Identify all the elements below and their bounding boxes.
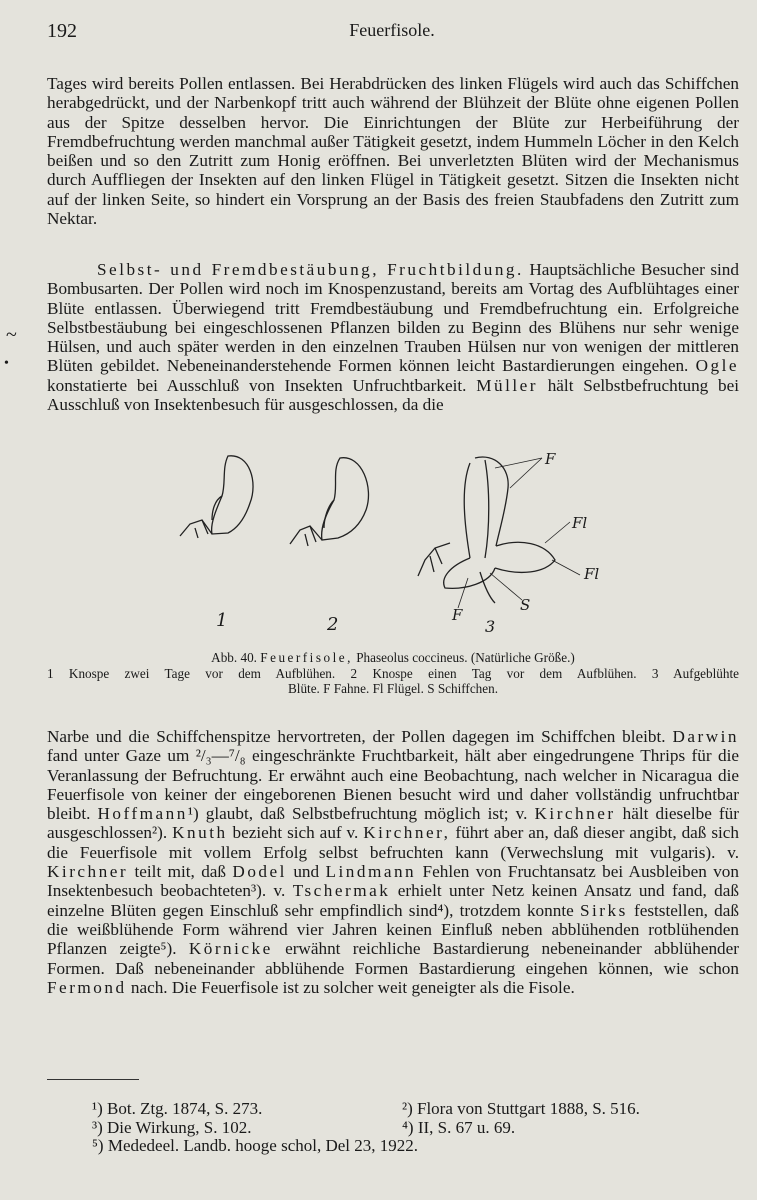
caption-line-2: 1 Knospe zwei Tage vor dem Aufblühen. 2 Knospe einen Tag vor dem Aufblühen. 3 Aufgeblühte (47, 665, 739, 681)
author-knuth: Knuth (172, 823, 228, 843)
author-kirchner: Kirchner (47, 862, 129, 882)
paragraph-1: Tages wird bereits Pollen entlassen. Bei Herabdrücken des linken Flügels wird auch das Schiffchen herabgedrückt, und der Narbenkopf tritt auch während der Blühzeit der Blüte ohne eigenen Pollen aus der Spitze desselben hervor. Die Einrichtungen der Blüte zur Herbeiführung der Fremdbefruchtung werden manchmal außer Tätigkeit gesetzt, indem Hummeln Löcher in den Kelch beißen und so den Zutritt zum Honig eröffnen. Bei unverletzten Blüten wird der Mechanismus durch Auffliegen der Insekten auf den linken Flügel in Tätigkeit gesetzt. Sitzen die Insekten nicht auf der linken Seite, so hindert ein Vorsprung an der Basis des freien Staubfadens den Zutritt zum Nektar. (47, 74, 739, 229)
footnote-row (92, 1137, 732, 1156)
caption-line-1: Abb. 40. Feuerfisole, Phaseolus coccineus. (Natürliche Größe.) (211, 650, 575, 665)
page-header (47, 20, 737, 50)
label-s: S (520, 596, 531, 614)
label-1: 1 (216, 610, 228, 631)
author-hoffmann: Hoffmann (97, 804, 188, 824)
caption-line-3: Blüte. F Fahne. Fl Flügel. S Schiffchen. (287, 681, 499, 696)
section-heading: Selbst- und Fremdbestäubung, Fruchtbildung. (97, 260, 524, 279)
label-f-top: F (545, 450, 556, 468)
author-ogle: Ogle (695, 356, 739, 376)
author-darwin: Darwin (672, 727, 739, 746)
label-fl-1: Fl (572, 514, 588, 532)
footnote-4: ⁴) II, S. 67 u. 69. (402, 1117, 516, 1137)
author-kirchner: Kirchner, (363, 823, 451, 843)
footnote-divider (47, 1079, 139, 1080)
footnote-3: ³) Die Wirkung, S. 102. (92, 1117, 252, 1137)
footnote-5: ⁵) Mededeel. Landb. hooge schol, Del 23, 1922. (92, 1136, 419, 1155)
page-number: 192 (47, 20, 77, 42)
author-koernicke: Körnicke (188, 939, 273, 959)
footnote-row (92, 1100, 732, 1119)
author-fermond: Fermond (47, 977, 127, 997)
author-lindmann: Lindmann (325, 862, 417, 882)
author-tschermak: Tschermak (292, 881, 391, 901)
footnote-row (92, 1119, 732, 1138)
author-kirchner: Kirchner (534, 804, 616, 824)
margin-dot-mark: • (4, 356, 9, 371)
paragraph-2: Selbst- und Fremdbestäubung, Fruchtbildung. Hauptsächliche Besucher sind Bombusarten. Der Pollen wird noch im Knospenzustand, bereits am Vortag des Aufblühtages einer Blüte entlassen. Überwiegend tritt Fremdbestäubung und Fremdbefruchtung ein. Erfolgreiche Selbstbestäubung bei eingeschlossenen Pflanzen bilden zu Beginn des Blühens nur sehr wenige Hülsen, und auch später werden in den einzelnen Trauben Hülsen nur von wenigen der mittleren Blüten gebildet. Nebeneinanderstehende Formen können leicht Bastardierungen eingehen. Ogle konstatierte bei Ausschluß von Insekten Unfruchtbarkeit. Müller hält Selbstbefruchtung bei Ausschluß von Insektenbesuch für ausgeschlossen, da die (47, 260, 739, 415)
label-3: 3 (485, 617, 496, 636)
label-fl-2: Fl (584, 565, 600, 583)
paragraph-3: Narbe und die Schiffchenspitze hervortreten, der Pollen dagegen im Schiffchen bleibt. Darwin fand unter Gaze um ²/₃—⁷/₈ eingeschränkte Fruchtbarkeit, hält aber eingedrungene Thrips für die Veranlassung der Befruchtung. Er erwähnt auch eine Beobachtung, nach welcher in Nicaragua die Feuerfisole von keiner der eingeborenen Bienen besucht wird und daher vollständig unfruchtbar bleibt. Hoffmann¹) glaubt, daß Selbstbefruchtung möglich ist; v. Kirchner hält dieselbe für ausgeschlossen²). Knuth bezieht sich auf v. Kirchner, führt aber an, daß dieser angibt, daß sich die Feuerfisole mit vollem Erfolg selbst befruchten kann (Verwechslung mit vulgaris). v. Kirchner teilt mit, daß Dodel und Lindmann Fehlen von Fruchtansatz bei Ausbleiben von Insektenbesuch beobachteten³). v. Tschermak erhielt unter Netz keinen Ansatz und fand, daß einzelne Blüten gegen Einschluß sehr empfindlich sind⁴), trotzdem konnte Sirks feststellen, daß die weißblühende Form während vier Jahren keinen Einfluß neben abblühenden rotblühenden Pflanzen zeigte⁵). Körnicke erwähnt reichliche Bastardierung nebeneinander abblühender Formen. Daß nebeneinander abblühende Formen Bastardierung eingehen können, wie schon Fermond nach. Die Feuerfisole ist zu solcher weit geneigter als die Fisole. (47, 727, 740, 997)
margin-pencil-mark: ~ (6, 324, 17, 346)
footnotes (92, 1100, 732, 1156)
label-2: 2 (327, 614, 339, 635)
label-f-bottom: F (452, 606, 463, 624)
flower-illustration (150, 448, 610, 638)
author-dodel: Dodel (232, 862, 287, 882)
figure-caption (47, 650, 739, 697)
running-title: Feuerfisole. (349, 20, 435, 40)
author-sirks: Sirks (579, 900, 628, 920)
footnote-1: ¹) Bot. Ztg. 1874, S. 273. (92, 1099, 263, 1118)
figure-flower-drawings (150, 448, 610, 638)
author-mueller: Müller (476, 375, 538, 395)
footnote-2: ²) Flora von Stuttgart 1888, S. 516. (402, 1099, 640, 1118)
